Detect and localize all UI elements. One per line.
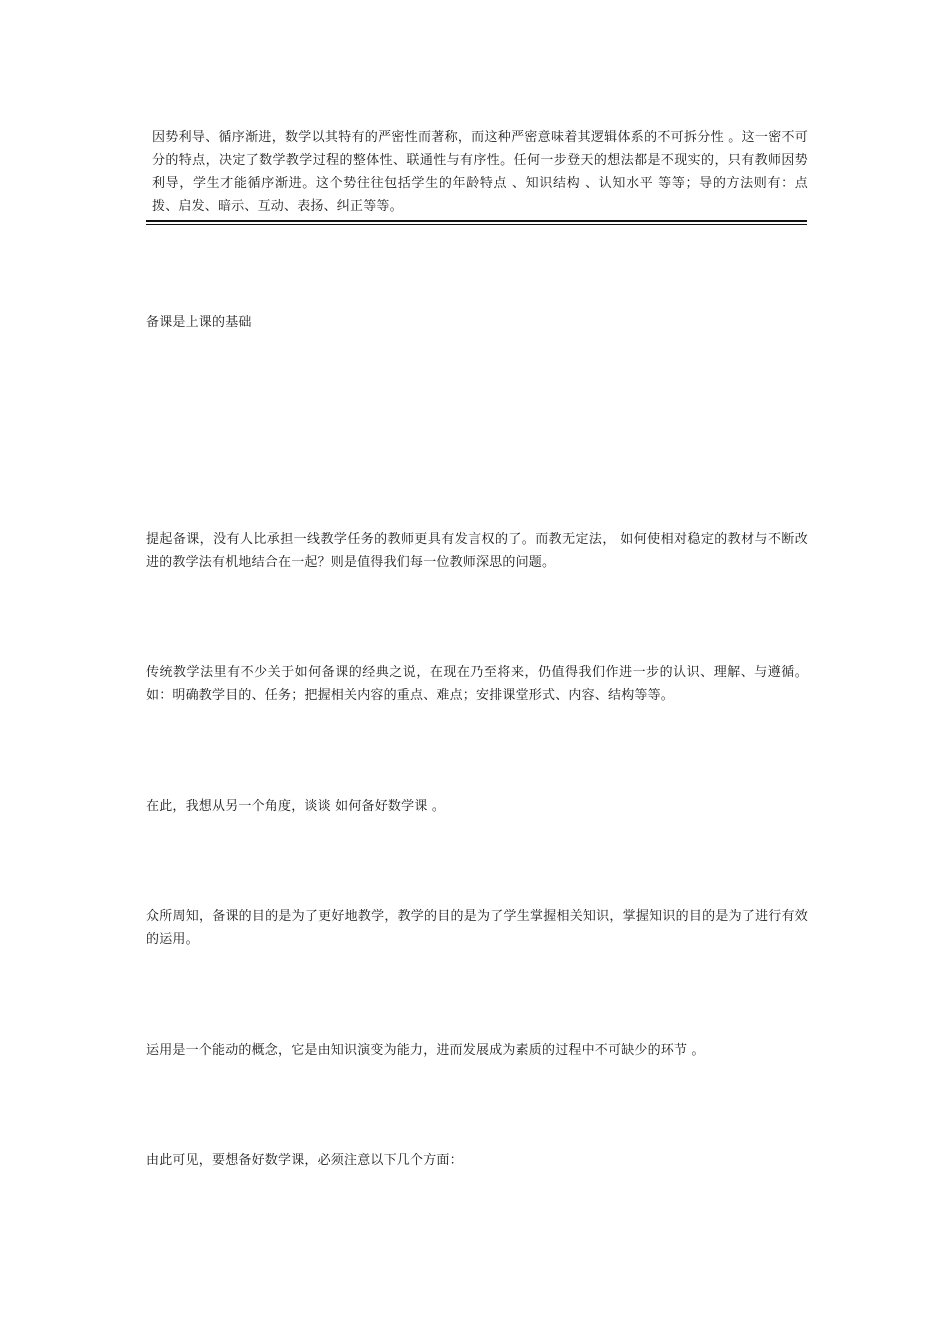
paragraph: 由此可见，要想备好数学课，必须注意以下几个方面：: [146, 1153, 463, 1168]
paragraph: 众所周知，备课的目的是为了更好地教学，教学的目的是为了学生掌握相关知识，掌握知识的目的是为了进行有效的运用。: [146, 909, 808, 947]
intro-paragraph: 因势利导、循序渐进，数学以其特有的严密性而著称，而这种严密意味着其逻辑体系的不可拆分性 。这一密不可分的特点，决定了数学教学过程的整体性、联通性与有序性。任何一步登天的想法都是不现实的，只有教师因势利导，学生才能循序渐进。这个势往往包括学生的年龄特点 、知识结构 、认知水平 等等；导的方法则有：点拨、启发、暗示、互动、表扬、纠正等等。: [152, 130, 808, 214]
paragraph: 传统教学法里有不少关于如何备课的经典之说，在现在乃至将来，仍值得我们作进一步的认识、理解、与遵循。如：明确教学目的、任务；把握相关内容的重点、难点；安排课堂形式、内容、结构等等。: [146, 665, 808, 703]
paragraph: 运用是一个能动的概念，它是由知识演变为能力，进而发展成为素质的过程中不可缺少的环节 。: [146, 1043, 705, 1058]
paragraph: 提起备课，没有人比承担一线教学任务的教师更具有发言权的了。而教无定法， 如何使相对稳定的教材与不断改进的教学法有机地结合在一起？则是值得我们每一位教师深思的问题。: [146, 532, 808, 570]
paragraph: 在此，我想从另一个角度，谈谈 如何备好数学课 。: [146, 799, 446, 814]
section-heading: 备课是上课的基础: [146, 315, 252, 330]
divider-rule-thin: [146, 224, 807, 225]
divider-rule-thick: [146, 220, 807, 222]
